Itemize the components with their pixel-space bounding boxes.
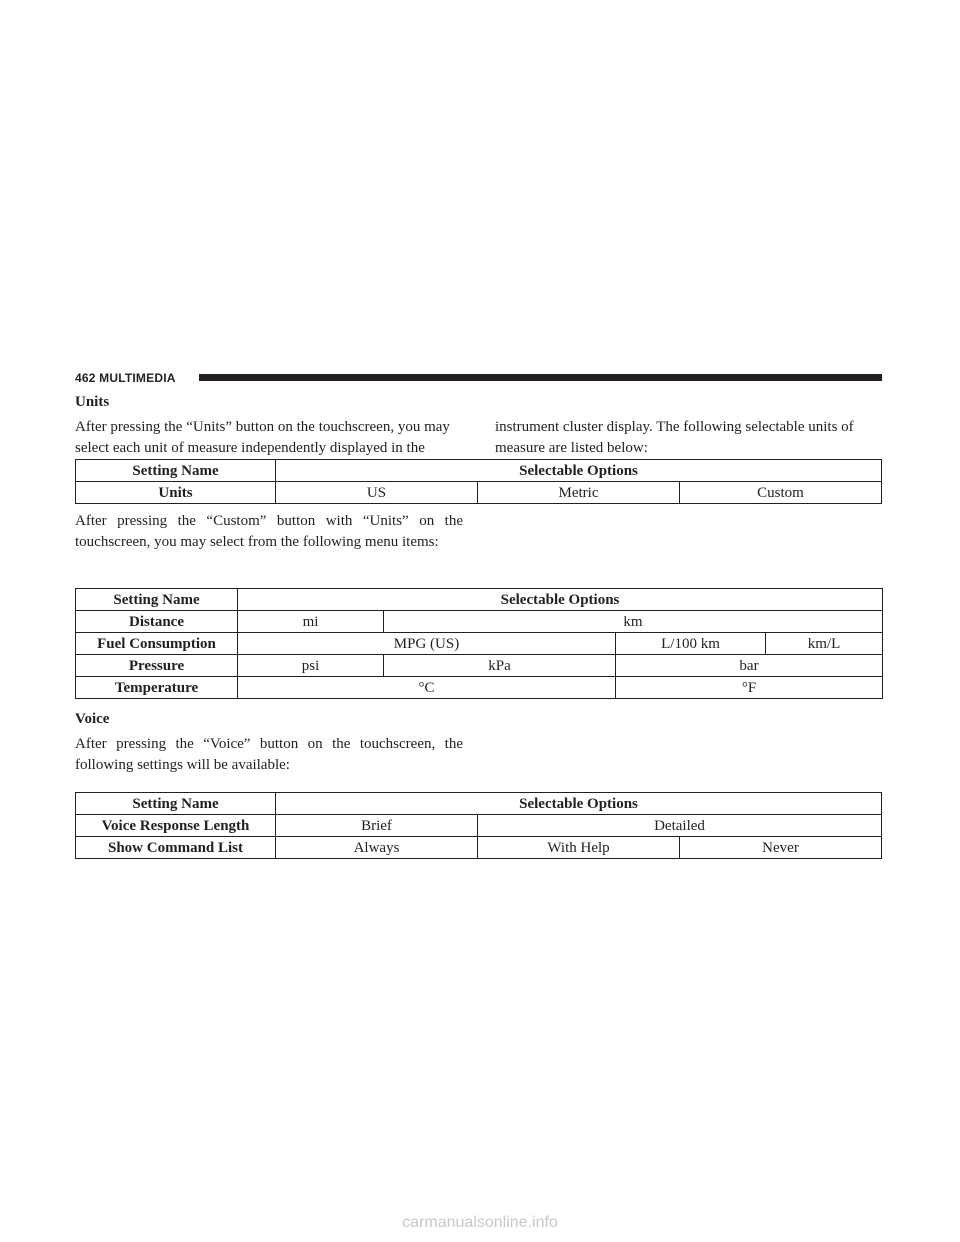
section-title: MULTIMEDIA [99, 371, 176, 385]
table-row [76, 633, 883, 655]
paragraph-line: instrument cluster display. The following selectable units of [495, 419, 854, 435]
option-cell: US [276, 482, 478, 504]
setting-name-cell: Pressure [76, 655, 238, 677]
table-row [76, 482, 882, 504]
column-header-setting-name: Setting Name [76, 793, 276, 815]
option-cell: psi [238, 655, 384, 677]
units-intro-text [75, 416, 883, 458]
units-intro [75, 416, 883, 458]
table-row [76, 611, 883, 633]
voice-heading: Voice [75, 711, 110, 727]
table-row [76, 655, 883, 677]
table-header-row [76, 589, 883, 611]
setting-name-cell: Units [76, 482, 276, 504]
option-cell: Brief [276, 815, 478, 837]
option-cell: °C [238, 677, 616, 699]
paragraph-line: measure are listed below: [495, 440, 648, 456]
table-row [76, 837, 882, 859]
units-table [75, 459, 882, 504]
option-cell: mi [238, 611, 384, 633]
table-header-row [76, 793, 882, 815]
column-header-setting-name: Setting Name [76, 589, 238, 611]
table-header-row [76, 460, 882, 482]
option-cell: Custom [680, 482, 882, 504]
option-cell: bar [616, 655, 883, 677]
column-header-selectable-options: Selectable Options [276, 793, 882, 815]
option-cell: L/100 km [616, 633, 766, 655]
option-cell: With Help [478, 837, 680, 859]
column-header-selectable-options: Selectable Options [276, 460, 882, 482]
paragraph-line: select each unit of measure independently displayed in the [75, 440, 425, 456]
table-row [76, 815, 882, 837]
option-cell: kPa [384, 655, 616, 677]
column-header-selectable-options: Selectable Options [238, 589, 883, 611]
custom-units-table [75, 588, 883, 699]
voice-table [75, 792, 882, 859]
units-heading: Units [75, 394, 110, 410]
setting-name-cell: Distance [76, 611, 238, 633]
option-cell: MPG (US) [238, 633, 616, 655]
voice-intro: After pressing the “Voice” button on the touchscreen, the following settings will be available: [75, 736, 463, 773]
option-cell: Always [276, 837, 478, 859]
setting-name-cell: Temperature [76, 677, 238, 699]
custom-intro: After pressing the “Custom” button with “Units” on the touchscreen, you may select from the following menu items: [75, 513, 463, 550]
option-cell: °F [616, 677, 883, 699]
header-rule [199, 374, 882, 381]
page-header-label [75, 370, 176, 386]
column-header-setting-name: Setting Name [76, 460, 276, 482]
option-cell: km [384, 611, 883, 633]
watermark: carmanualsonline.info [402, 1214, 558, 1231]
setting-name-cell: Voice Response Length [76, 815, 276, 837]
option-cell: km/L [766, 633, 883, 655]
page-header [75, 370, 882, 386]
setting-name-cell: Fuel Consumption [76, 633, 238, 655]
paragraph-line: After pressing the “Units” button on the touchscreen, you may [75, 419, 450, 435]
option-cell: Detailed [478, 815, 882, 837]
page-number: 462 [75, 371, 96, 385]
setting-name-cell: Show Command List [76, 837, 276, 859]
option-cell: Metric [478, 482, 680, 504]
option-cell: Never [680, 837, 882, 859]
table-row [76, 677, 883, 699]
